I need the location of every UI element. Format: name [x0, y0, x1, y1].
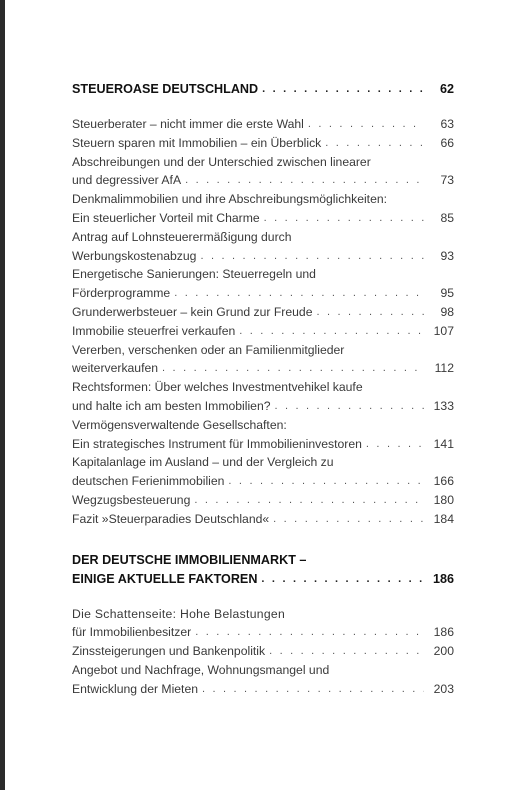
dot-leader	[162, 359, 424, 378]
dot-leader	[316, 303, 424, 322]
section-heading-line1: DER DEUTSCHE IMMOBILIENMARKT –	[72, 552, 307, 567]
toc-entry[interactable]	[72, 209, 454, 228]
entry-title: Fazit »Steuerparadies Deutschland«	[72, 511, 270, 526]
dot-leader	[239, 322, 424, 341]
toc-entry[interactable]	[72, 397, 454, 416]
dot-leader	[366, 435, 424, 454]
entry-title-line1: Denkmalimmobilien und ihre Abschreibungsmöglichkeiten:	[72, 192, 388, 207]
entry-page: 85	[440, 210, 454, 225]
section-heading-title: EINIGE AKTUELLE FAKTOREN	[72, 571, 258, 586]
entry-title: Entwicklung der Mieten	[72, 681, 198, 696]
entry-title-line1: Vererben, verschenken oder an Familienmitglieder	[72, 342, 345, 357]
dot-leader	[185, 171, 424, 190]
toc-entry[interactable]	[72, 284, 454, 303]
entry-title-line1: Antrag auf Lohnsteuerermäßigung durch	[72, 229, 292, 244]
dot-leader	[264, 209, 424, 228]
entry-title: Immobilie steuerfrei verkaufen	[72, 323, 236, 338]
entry-page: 93	[440, 248, 454, 263]
entry-title-line1: Abschreibungen und der Unterschied zwischen linearer	[72, 154, 371, 169]
dot-leader	[262, 80, 424, 99]
entry-title-line1: Kapitalanlage im Ausland – und der Vergleich zu	[72, 455, 334, 470]
toc-entry[interactable]	[72, 322, 454, 341]
entry-title: Steuerberater – nicht immer die erste Wahl	[72, 117, 304, 131]
entry-page: 107	[433, 323, 454, 338]
entry-page: 133	[433, 398, 454, 413]
entry-title: Grunderwerbsteuer – kein Grund zur Freude	[72, 304, 313, 319]
section-heading	[72, 80, 454, 99]
entry-page: 63	[440, 117, 454, 131]
toc-entry[interactable]	[72, 472, 454, 491]
toc-entry[interactable]	[72, 303, 454, 322]
entry-title-line1: Energetische Sanierungen: Steuerregeln und	[72, 267, 316, 282]
table-of-contents	[72, 80, 454, 721]
dot-leader	[200, 247, 424, 266]
toc-entry[interactable]	[72, 491, 454, 510]
entry-title-line1: Rechtsformen: Über welches Investmentvehikel kaufe	[72, 380, 363, 395]
entry-page: 184	[433, 511, 454, 526]
entry-page: 112	[434, 361, 454, 376]
entry-title-line1: Vermögensverwaltende Gesellschaften:	[72, 417, 287, 432]
entry-title: für Immobilienbesitzer	[72, 625, 192, 640]
toc-entry[interactable]	[72, 115, 454, 134]
toc-entry[interactable]	[72, 359, 454, 378]
entry-page: 66	[440, 135, 454, 150]
dot-leader	[195, 623, 424, 642]
dot-leader	[261, 570, 424, 589]
dot-leader	[308, 115, 424, 134]
entry-title: Ein strategisches Instrument für Immobilieninvestoren	[72, 436, 362, 451]
entry-title: Wegzugsbesteuerung	[72, 492, 191, 507]
dot-leader	[174, 284, 424, 303]
toc-entry[interactable]	[72, 134, 454, 153]
entry-page: 73	[440, 173, 454, 188]
section-heading-title: STEUEROASE DEUTSCHLAND	[72, 82, 259, 96]
entry-title: weiterverkaufen	[72, 361, 159, 376]
section-heading-page: 186	[432, 571, 454, 586]
entry-title-line1: Angebot und Nachfrage, Wohnungsmangel und	[72, 662, 330, 677]
toc-section-immobilienmarkt	[72, 551, 454, 699]
entry-page: 180	[433, 492, 454, 507]
entry-title: und degressiver AfA	[72, 173, 182, 188]
entry-title: und halte ich am besten Immobilien?	[72, 398, 271, 413]
entry-page: 203	[433, 681, 454, 696]
entry-title: Förderprogramme	[72, 286, 171, 301]
entry-title: Steuern sparen mit Immobilien – ein Überblick	[72, 135, 322, 150]
toc-entry[interactable]	[72, 623, 454, 642]
dot-leader	[325, 134, 424, 153]
dot-leader	[202, 680, 424, 699]
toc-entry[interactable]	[72, 435, 454, 454]
toc-entry[interactable]	[72, 510, 454, 529]
entry-page: 200	[433, 644, 454, 659]
entry-page: 95	[440, 286, 454, 301]
entry-page: 186	[433, 625, 454, 640]
section-heading-page: 62	[439, 82, 454, 96]
dot-leader	[273, 510, 424, 529]
entry-page: 166	[433, 474, 454, 489]
toc-section-steueroase	[72, 80, 454, 529]
toc-entry[interactable]	[72, 171, 454, 190]
entry-page: 98	[440, 304, 454, 319]
toc-entry[interactable]	[72, 247, 454, 266]
entry-title-line1: Die Schattenseite: Hohe Belastungen	[72, 606, 286, 621]
dot-leader	[275, 397, 425, 416]
toc-entry[interactable]	[72, 680, 454, 699]
entry-title: Werbungskostenabzug	[72, 248, 197, 263]
entry-title: Ein steuerlicher Vorteil mit Charme	[72, 210, 260, 225]
entry-title: Zinssteigerungen und Bankenpolitik	[72, 644, 266, 659]
entry-title: deutschen Ferienimmobilien	[72, 474, 225, 489]
section-heading	[72, 570, 454, 589]
dot-leader	[269, 642, 424, 661]
dot-leader	[228, 472, 424, 491]
entry-page: 141	[433, 436, 454, 451]
toc-entry[interactable]	[72, 642, 454, 661]
dot-leader	[194, 491, 424, 510]
page-edge	[0, 0, 5, 790]
